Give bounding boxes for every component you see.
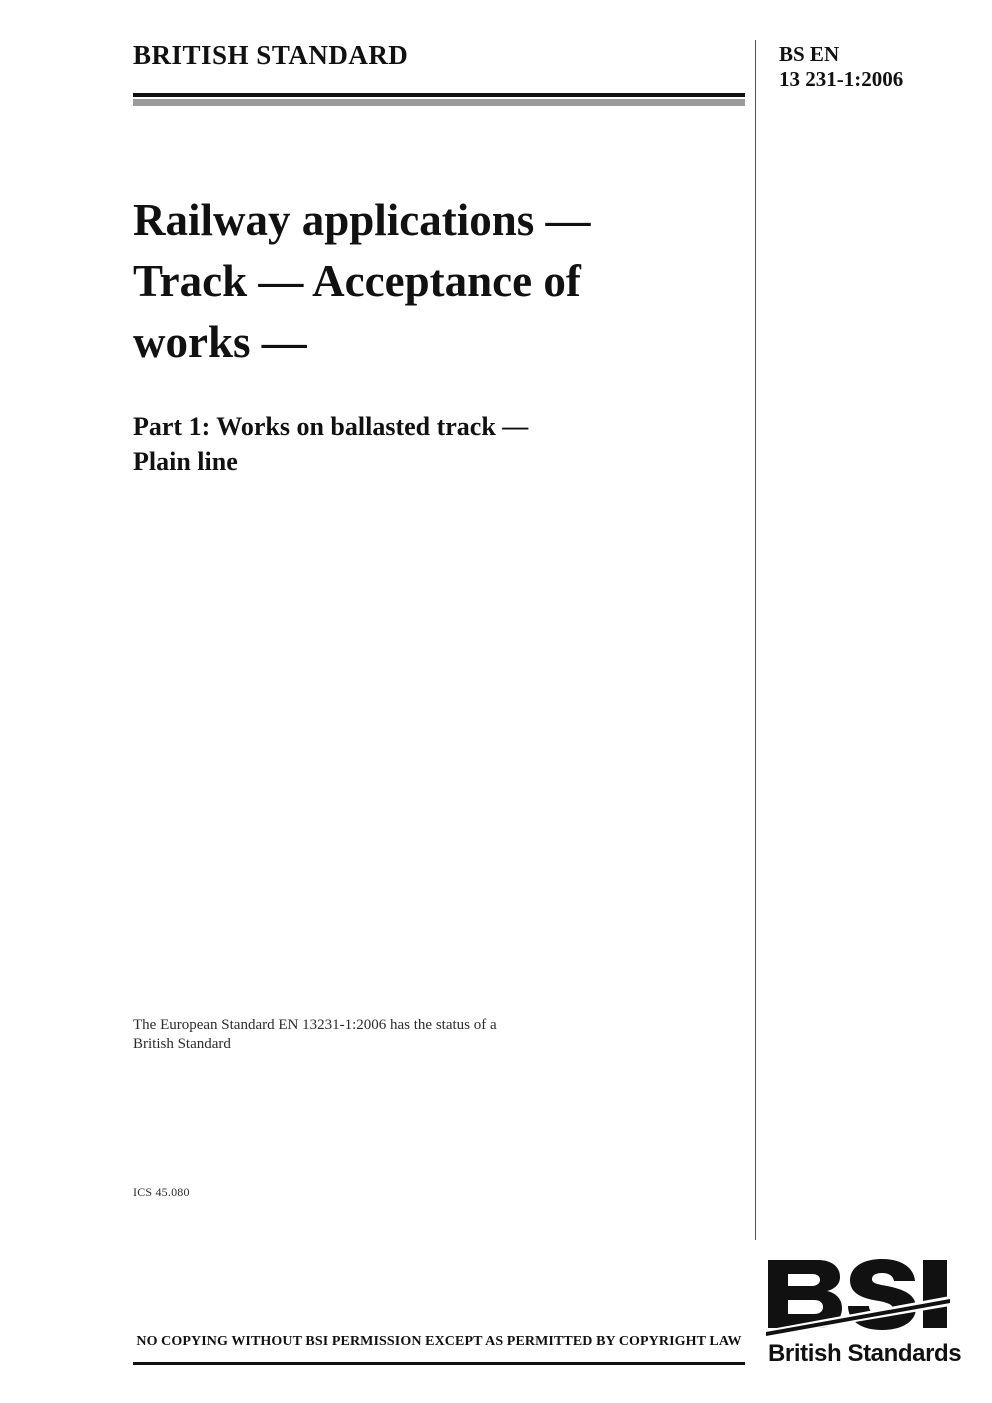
header-rule-black (133, 93, 745, 97)
page-title-line2: Track — Acceptance of (133, 256, 581, 306)
page-subtitle-line2: Plain line (133, 447, 238, 476)
ics-code: ICS 45.080 (133, 1185, 190, 1199)
title-block (133, 190, 743, 479)
standard-reference-line2: 13 231-1:2006 (779, 67, 904, 91)
status-note-line1: The European Standard EN 13231-1:2006 has the status of a (133, 1017, 497, 1033)
bsi-wordmark: British Standards (768, 1340, 962, 1367)
vertical-divider (755, 40, 756, 1240)
copyright-notice: NO COPYING WITHOUT BSI PERMISSION EXCEPT AS PERMITTED BY COPYRIGHT LAW (136, 1334, 742, 1349)
bsi-logo-icon (766, 1258, 950, 1338)
header-rule-grey (133, 99, 745, 106)
page-subtitle-line1: Part 1: Works on ballasted track — (133, 412, 529, 441)
page-header (133, 40, 945, 100)
status-note-line2: British Standard (133, 1036, 231, 1052)
page-subtitle (133, 409, 743, 479)
standard-reference-line1: BS EN (779, 42, 840, 66)
footer-rule (133, 1362, 745, 1365)
british-standard-label: BRITISH STANDARD (133, 40, 409, 70)
page-title-line3: works — (133, 317, 307, 367)
page-title (133, 190, 743, 373)
standard-reference (779, 42, 959, 92)
page-title-line1: Railway applications — (133, 195, 591, 245)
bsi-logo (766, 1258, 962, 1370)
status-note (133, 1016, 673, 1054)
